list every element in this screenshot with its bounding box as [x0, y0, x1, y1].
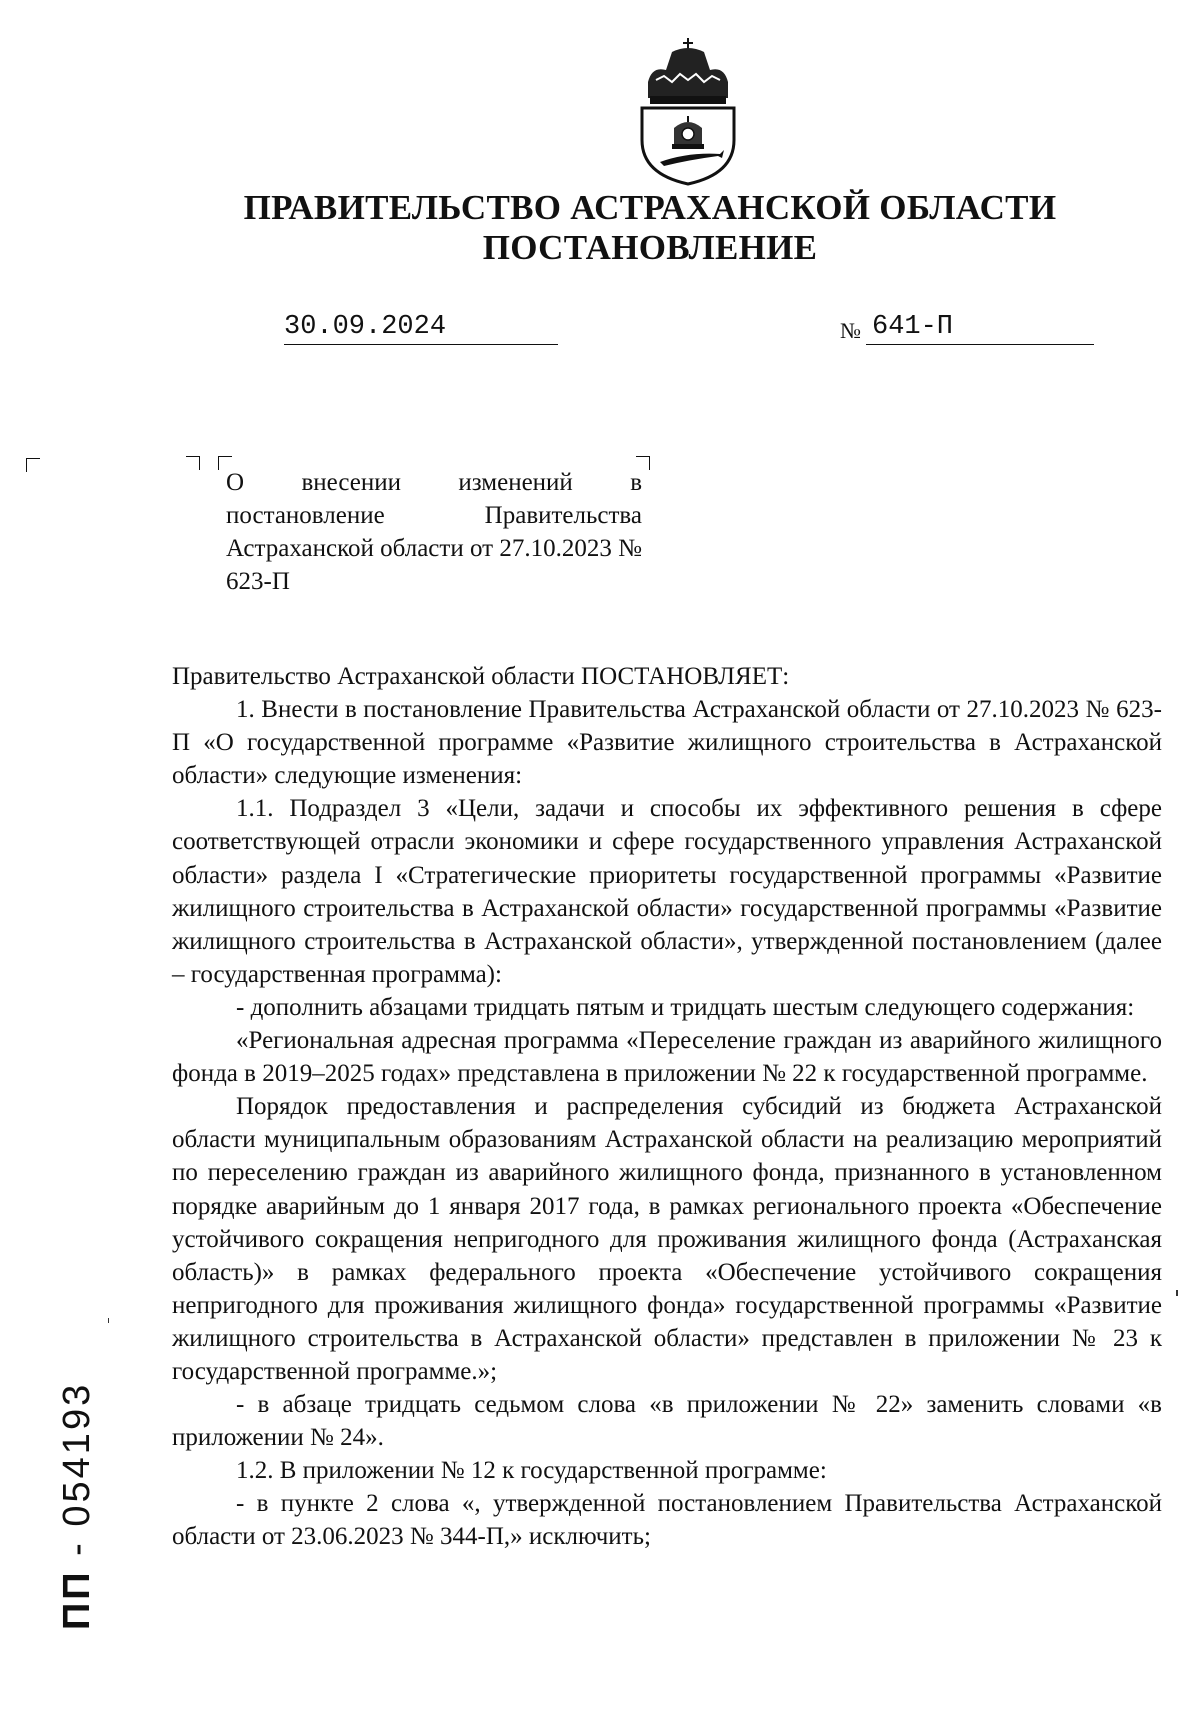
body-paragraph: Правительство Астраханской области ПОСТАНОВЛЯЕТ: — [172, 663, 790, 690]
body-paragraph: Порядок предоставления и распределения субсидий из бюджета Астраханской области муниципальным образованиям Астраханской области на реализацию мероприятий по переселению граждан из аварийного жилищного фонда, признанного в установленном порядке аварийным до 1 января 2017 года, в рамках регионального проекта «Обеспечение устойчивого сокращения непригодного для проживания жилищного фонда (Астраханская область)» в рамках федерального проекта «Обеспечение устойчивого сокращения непригодного для проживания жилищного фонда» государственной программы «Развитие жилищного строительства в Астраханской области» представлен в приложении № 23 к государственной программе.»; — [172, 1093, 1162, 1385]
body-paragraph: - дополнить абзацами тридцать пятым и тридцать шестым следующего содержания: — [236, 993, 1135, 1021]
document-date: 30.09.2024 — [284, 312, 447, 342]
body-paragraph: 1.2. В приложении № 12 к государственной программе: — [236, 1457, 827, 1485]
document-number: 641-П — [872, 312, 954, 342]
document-body — [172, 660, 1162, 1554]
org-title: ПРАВИТЕЛЬСТВО АСТРАХАНСКОЙ ОБЛАСТИ — [243, 188, 1057, 227]
coat-of-arms-emblem — [636, 36, 740, 186]
body-paragraph: - в пункте 2 слова «, утвержденной постановлением Правительства Астраханской области от 23.06.2023 № 344-П,» исключить; — [172, 1490, 1162, 1551]
document-subject: О внесении изменений в постановление Правительства Астраханской области от 27.10.2023 № 623-П — [226, 469, 642, 595]
corner-mark-subject-tl-a — [186, 456, 200, 470]
body-paragraph: 1. Внести в постановление Правительства Астраханской области от 27.10.2023 № 623-П «О государственной программе «Развитие жилищного строительства в Астраханской области» следующие изменения: — [172, 696, 1162, 790]
side-serial: 054193 — [56, 1381, 98, 1527]
corner-mark-left — [26, 458, 40, 472]
scan-speck — [1176, 1290, 1178, 1296]
side-serial-number — [56, 1382, 99, 1630]
body-paragraph: «Региональная адресная программа «Переселение граждан из аварийного жилищного фонда в 2019–2025 годах» представлена в приложении № 22 к государственной программе. — [172, 1027, 1162, 1088]
side-separator: - — [56, 1526, 98, 1570]
date-underline — [284, 344, 558, 345]
document-type: ПОСТАНОВЛЕНИЕ — [482, 228, 818, 267]
number-underline — [866, 344, 1094, 345]
body-paragraph: 1.1. Подраздел 3 «Цели, задачи и способы их эффективного решения в сфере соответствующей отрасли экономики и сфере государственного управления Астраханской области» раздела I «Стратегические приоритеты государственной программы «Развитие жилищного строительства в Астраханской области» государственной программы «Развитие жилищного строительства в Астраханской области», утвержденной постановлением (далее – государственная программа): — [172, 795, 1162, 988]
side-prefix: ПП — [56, 1569, 98, 1630]
number-label: № — [840, 318, 861, 343]
scan-speck — [108, 1318, 109, 1323]
body-paragraph: - в абзаце тридцать седьмом слова «в приложении № 22» заменить словами «в приложении № 24». — [172, 1391, 1162, 1452]
